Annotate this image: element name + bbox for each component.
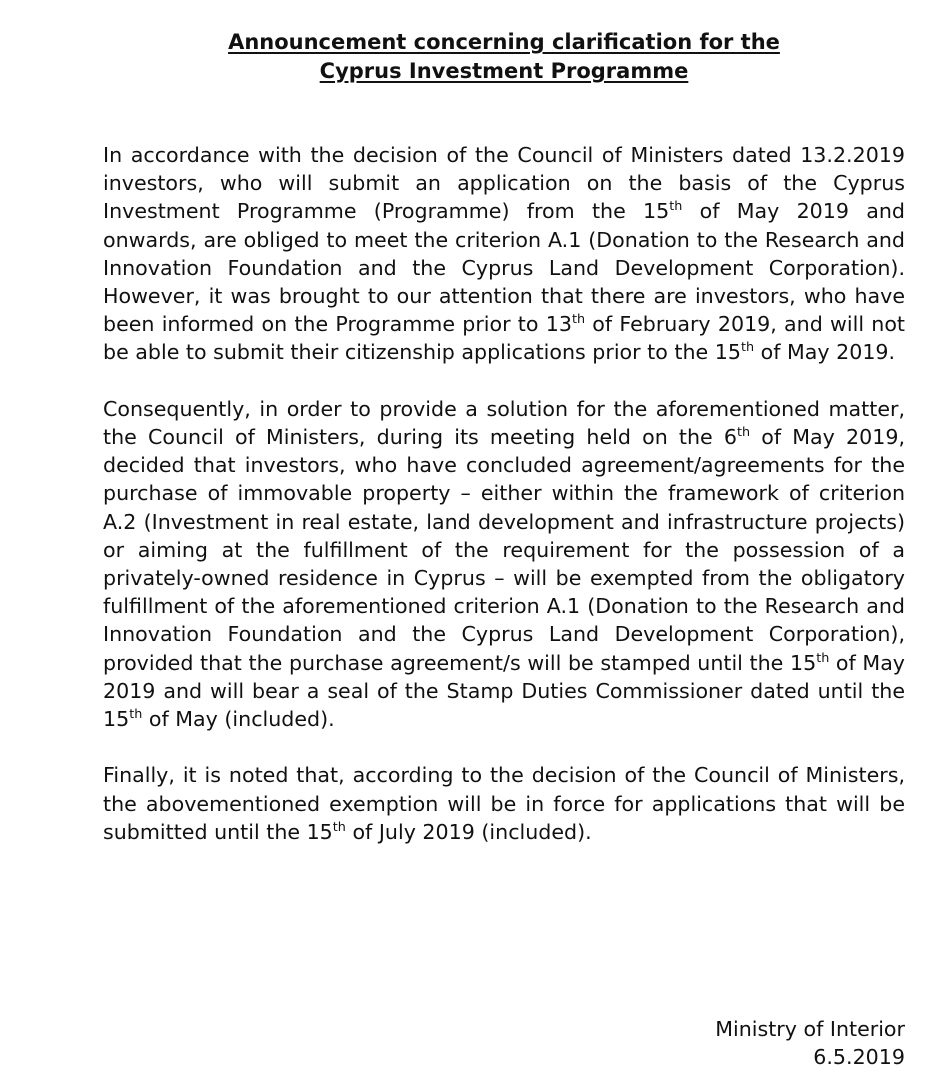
paragraph-3: Finally, it is noted that, according to the decision of the Council of Ministers, the abovementioned exemption will be in force for applications that will be submitted until the 15th of July 2019 (included). — [103, 763, 905, 844]
ordinal-suffix: th — [571, 312, 586, 328]
paragraph-1: In accordance with the decision of the Council of Ministers dated 13.2.2019 investors, who will submit an application on the basis of the Cyprus Investment Programme (Programme) from the 15th of May 2019 and onwards, are obliged to meet the criterion A.1 (Donation to the Research and Innovation Foundation and the Cyprus Land Development Corporation). However, it was brought to our attention that there are investors, who have been informed on the Programme prior to 13th of February 2019, and will not be able to submit their citizenship applications prior to the 15th of May 2019. — [103, 143, 906, 365]
ordinal-suffix: th — [740, 340, 755, 356]
issue-date: 6.5.2019 — [813, 1045, 905, 1069]
title-line-2: Cyprus Investment Programme — [319, 59, 689, 83]
document-body — [103, 141, 905, 874]
paragraph-2: Consequently, in order to provide a solution for the aforementioned matter, the Council of Ministers, during its meeting held on the 6th of May 2019, decided that investors, who have concluded agreement/agreements for the purchase of immovable property – either within the framework of criterion A.2 (Investment in real estate, land development and infrastructure projects) or aiming at the fulfillment of the requirement for the possession of a privately-owned residence in Cyprus – will be exempted from the obligatory fulfillment of the aforementioned criterion A.1 (Donation to the Research and Innovation Foundation and the Cyprus Land Development Corporation), provided that the purchase agreement/s will be stamped until the 15th of May 2019 and will bear a seal of the Stamp Duties Commissioner dated until the 15th of May (included). — [103, 396, 905, 732]
ordinal-suffix: th — [669, 199, 683, 215]
title-line-1: Announcement concerning clarification for the — [228, 30, 780, 54]
signature-block — [715, 1015, 905, 1071]
ordinal-suffix: th — [332, 819, 346, 835]
ordinal-suffix: th — [816, 650, 830, 666]
ordinal-suffix: th — [129, 707, 143, 723]
document-title — [0, 28, 945, 86]
issuer: Ministry of Interior — [715, 1017, 905, 1041]
ordinal-suffix: th — [737, 425, 751, 441]
